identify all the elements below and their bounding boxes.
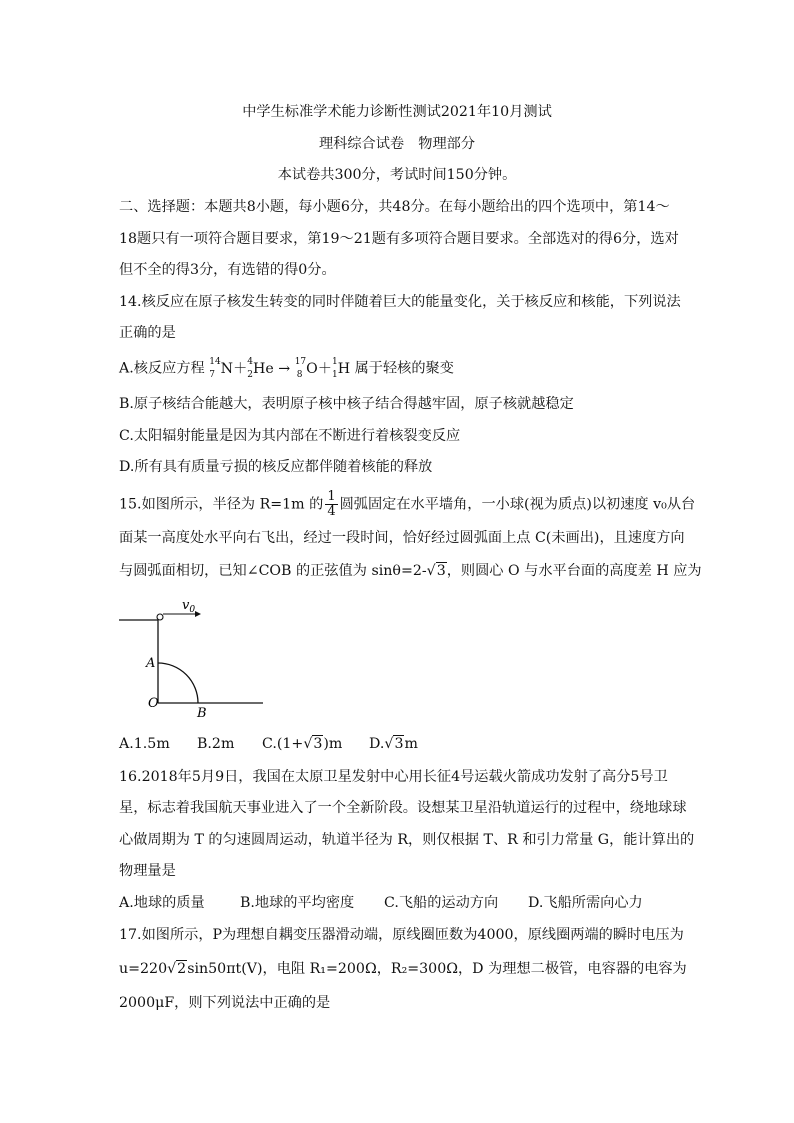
label-a: A [146, 656, 156, 671]
label-v0: $v_0$ [182, 598, 196, 615]
arrow-head-icon [195, 611, 201, 617]
q15-stem-line3 [119, 562, 702, 580]
q15-stem-line1-a: 15.如图所示，半径为 R=1m 的 [119, 496, 324, 513]
section-instructions-line3: 但不全的得3分，有选错的得0分。 [119, 262, 336, 278]
q15-option-d-b: m [404, 736, 418, 752]
q15-stem-line1 [119, 490, 695, 519]
fraction-numerator: 1 [327, 489, 336, 504]
q16-option-c: C.飞船的运动方向 [384, 895, 499, 911]
q14-option-d: D.所有具有质量亏损的核反应都伴随着核能的释放 [119, 459, 433, 475]
q14-stem-line2: 正确的是 [119, 325, 176, 341]
q14-option-a-prefix: A.核反应方程 [119, 360, 205, 377]
q17-stem-line2-a: u=220 [119, 961, 168, 977]
fraction-denominator: 4 [327, 504, 336, 519]
q15-stem-line3-a: 与圆弧面相切，已知∠COB 的正弦值为 sinθ=2- [119, 563, 427, 579]
sqrt-radicand: 2 [177, 961, 187, 977]
label-b: B [197, 706, 207, 720]
sqrt-symbol: √ [384, 736, 394, 752]
q15-option-b: B.2m [197, 736, 235, 752]
q15-option-d-a: D. [369, 736, 385, 752]
q15-figure [115, 595, 275, 720]
q17-stem-line3: 2000μF，则下列说法中正确的是 [119, 995, 331, 1011]
q14-option-b: B.原子核结合能越大，表明原子核中核子结合得越牢固，原子核就越稳定 [119, 396, 574, 412]
q16-stem-line4: 物理量是 [119, 863, 176, 879]
nuclear-equation: $^{14}$ 7 N＋$^4$ 2 He → $^{17}$ 8 O＋$^1$ 1 H [209, 357, 351, 380]
q14-option-a [119, 356, 454, 378]
q14-stem-line1: 14.核反应在原子核发生转变的同时伴随着巨大的能量变化，关于核反应和核能，下列说法 [119, 294, 681, 310]
sqrt-symbol: √ [303, 736, 313, 752]
q15-option-d [369, 735, 418, 753]
q15-stem-line1-b: 圆弧固定在水平墙角，一小球(视为质点)以初速度 v₀从台 [339, 496, 696, 513]
q16-option-d: D.飞船所需向心力 [528, 895, 643, 911]
q14-option-a-suffix: 属于轻核的聚变 [354, 360, 454, 377]
q15-option-c-a: C.(1+ [262, 736, 304, 752]
sqrt-radicand: 3 [436, 563, 446, 579]
q15-option-a: A.1.5m [119, 736, 170, 752]
label-o: O [148, 696, 159, 711]
sqrt-radicand: 3 [313, 736, 323, 752]
quarter-fraction [325, 490, 337, 519]
q15-option-c [262, 735, 342, 753]
ball [157, 614, 163, 620]
section-instructions-line2: 18题只有一项符合题目要求，第19～21题有多项符合题目要求。全部选对的得6分，选对 [119, 231, 679, 247]
sqrt-radicand: 3 [394, 736, 404, 752]
q17-stem-line2-b: sin50πt(V)，电阻 R₁=200Ω，R₂=300Ω，D 为理想二极管，电容器的电容为 [187, 961, 687, 977]
q15-stem-line2: 面某一高度处水平向右飞出，经过一段时间，恰好经过圆弧面上点 C(未画出)，且速度方向 [119, 530, 685, 546]
exam-info: 本试卷共300分，考试时间150分钟。 [277, 167, 517, 183]
q16-stem-line3: 心做周期为 T 的匀速圆周运动，轨道半径为 R，则仅根据 T、R 和引力常量 G，能计算出的 [119, 832, 695, 848]
q15-option-c-b: )m [323, 736, 343, 752]
exam-subtitle: 理科综合试卷 物理部分 [318, 136, 476, 152]
q17-stem-line2 [119, 960, 687, 978]
q16-stem-line1: 16.2018年5月9日，我国在太原卫星发射中心用长征4号运载火箭成功发射了高分5号卫 [119, 769, 668, 785]
q16-option-b: B.地球的平均密度 [240, 895, 355, 911]
sqrt-symbol: √ [167, 961, 177, 977]
quarter-arc [158, 663, 198, 703]
sqrt-symbol: √ [426, 563, 436, 579]
q16-stem-line2: 星，标志着我国航天事业进入了一个全新阶段。设想某卫星沿轨道运行的过程中，绕地球球 [119, 800, 687, 816]
exam-title: 中学生标准学术能力诊断性测试2021年10月测试 [242, 104, 552, 120]
section-instructions-line1: 二、选择题：本题共8小题，每小题6分，共48分。在每小题给出的四个选项中，第14～ [119, 199, 670, 215]
q17-stem-line1: 17.如图所示，P为理想自耦变压器滑动端，原线圈匝数为4000，原线圈两端的瞬时电压为 [119, 927, 684, 943]
q14-option-c: C.太阳辐射能量是因为其内部在不断进行着核裂变反应 [119, 428, 461, 444]
q15-stem-line3-b: ，则圆心 O 与水平台面的高度差 H 应为 [446, 563, 702, 579]
q16-option-a: A.地球的质量 [119, 895, 205, 911]
